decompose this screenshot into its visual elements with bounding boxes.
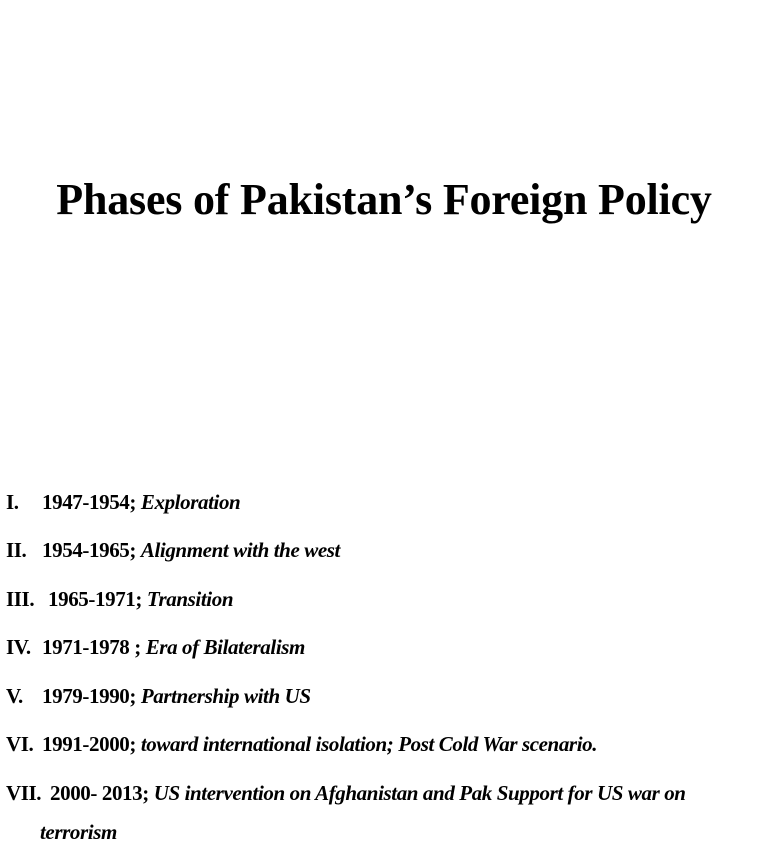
list-item-phase-4 xyxy=(6,633,305,661)
list-item-phase-6 xyxy=(6,730,597,758)
list-item-phase-1 xyxy=(6,488,240,516)
phase-years: 1954-1965; xyxy=(42,538,136,562)
phase-years: 1991-2000; xyxy=(42,732,136,756)
phase-description: Exploration xyxy=(140,490,241,514)
phase-description: US intervention on Afghanistan and Pak Support for US war on xyxy=(153,781,686,805)
phase-description: toward international isolation; Post Cold War scenario. xyxy=(140,732,598,756)
list-item-phase-5 xyxy=(6,682,311,710)
phase-description-continued: terrorism xyxy=(40,820,117,844)
phase-numeral: IV. xyxy=(6,635,31,659)
document-title: Phases of Pakistan’s Foreign Policy xyxy=(56,175,712,224)
phase-years: 2000- 2013; xyxy=(50,781,149,805)
phase-years: 1971-1978 ; xyxy=(42,635,141,659)
phase-years: 1965-1971; xyxy=(48,587,142,611)
list-item-phase-7 xyxy=(6,779,686,846)
phase-description: Partnership with US xyxy=(140,684,311,708)
list-item-phase-2 xyxy=(6,536,340,564)
phase-years: 1979-1990; xyxy=(42,684,136,708)
phase-numeral: VI. xyxy=(6,732,34,756)
phase-description: Era of Bilateralism xyxy=(145,635,305,659)
phase-numeral: II. xyxy=(6,538,27,562)
list-item-phase-3 xyxy=(6,585,233,613)
phase-numeral: VII. xyxy=(6,781,42,805)
phase-numeral: III. xyxy=(6,587,35,611)
phase-description: Alignment with the west xyxy=(140,538,340,562)
phase-numeral: V. xyxy=(6,684,23,708)
phase-description: Transition xyxy=(146,587,234,611)
phase-years: 1947-1954; xyxy=(42,490,136,514)
phase-numeral: I. xyxy=(6,490,19,514)
